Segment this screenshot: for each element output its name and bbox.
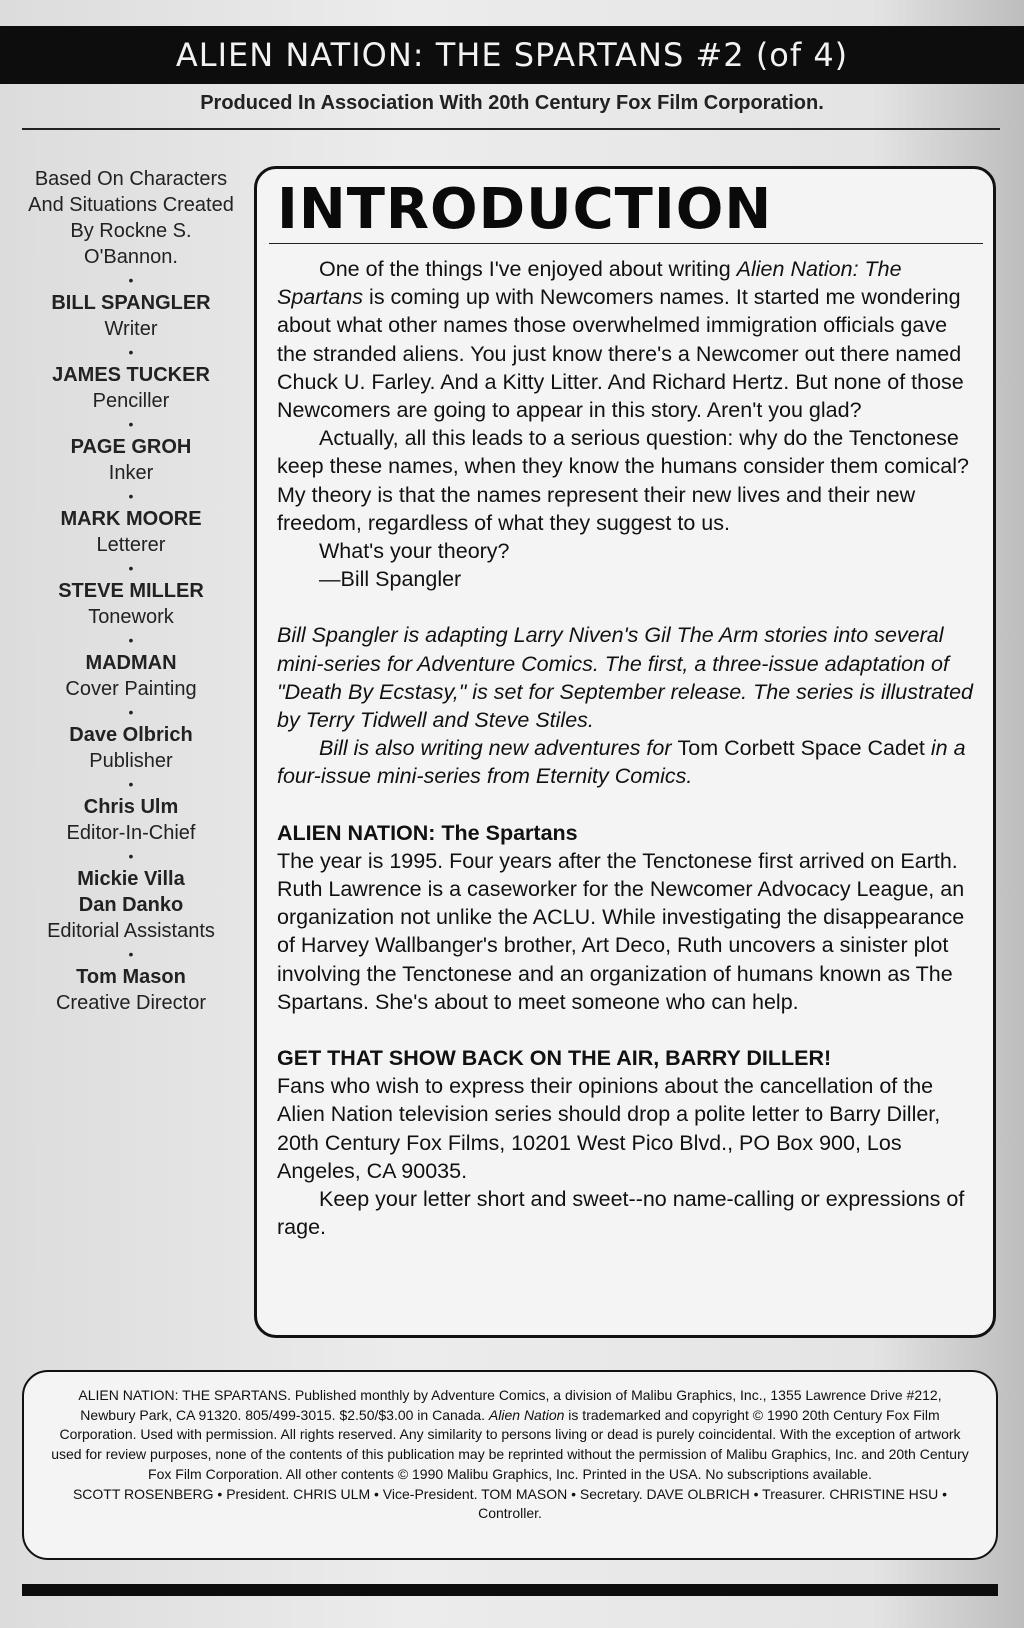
bio-text: in a four-issue mini-series from Eternity Comics.	[277, 736, 966, 789]
intro-question: What's your theory?	[319, 539, 510, 564]
story-subheading: ALIEN NATION: The Spartans	[277, 820, 578, 845]
text-run: is coming up with Newcomers names. It started me wondering about what other names those overwhelmed immigration officials gave the stranded aliens. You just know there's a Newcomer out there named Chuck U. Farley. And a Kitty Litter. And Richard Hertz. But none of those Newcomers are going to appear in this story. Aren't you glad?	[277, 285, 964, 423]
credit-role: Penciller	[92, 390, 170, 412]
separator-bullet: •	[128, 704, 134, 720]
spacer	[277, 791, 977, 819]
credit-role: Letterer	[96, 534, 166, 556]
credit-name: Tom Mason	[76, 966, 186, 988]
story-synopsis: The year is 1995. Four years after the Tenctonese first arrived on Earth. Ruth Lawrence is a caseworker for the Newcomer Advocacy League, an organization not unlike the ACLU. While investigating the disappearance of Harvey Wallbanger's brother, Art Deco, Ruth uncovers a sinister plot involving the Tenctonese and an organization of humans known as The Spartans. She's about to meet someone who can help.	[277, 848, 965, 1014]
credit-role: Tonework	[88, 606, 174, 628]
production-credit: Produced In Association With 20th Century Fox Film Corporation.	[200, 92, 824, 114]
bottom-divider	[22, 1584, 998, 1596]
credit-role: Creative Director	[55, 992, 207, 1014]
author-bio	[277, 734, 977, 790]
text-run: One of the things I've enjoyed about writing	[319, 257, 737, 281]
intro-paragraph: Actually, all this leads to a serious question: why do the Tenctonese keep these names, when they know the humans consider them comical? My theory is that the names represent their new lives and their new freedom, regardless of what they suggest to us.	[277, 426, 969, 535]
credit-role: Inker	[108, 462, 154, 484]
text-run: ALIEN NATION: THE SPARTANS. Published monthly by Adventure Comics, a division of Malibu Graphics, Inc., 1355 Lawrence Drive #212, Newbury Park, CA 91320. 805/499-3015. $2.50/$3.00 in Canada.	[78, 1387, 942, 1423]
credit-role: Writer	[104, 318, 158, 340]
bio-text: Bill Spangler is adapting Larry Niven's Gil The Arm stories into several mini-series for Adventure Comics. The first, a three-issue adaptation of "Death By Ecstasy," is set for September release. The series is illustrated by Terry Tidwell and Steve Stiles.	[277, 623, 973, 733]
spacer	[277, 593, 977, 621]
legal-text	[50, 1386, 970, 1485]
credit-name: BILL SPANGLER	[51, 292, 211, 314]
text-run: is trademarked and copyright © 1990 20th Century Fox Film Corporation. Used with permission. All rights reserved. Any similarity to persons living or dead is purely coincidental. With the exception of artwork used for review purposes, none of the contents of this publication may be reprinted without the permission of Malibu Graphics, Inc. and 20th Century Fox Film Corporation. All other contents © 1990 Malibu Graphics, Inc. Printed in the USA. No subscriptions available.	[51, 1406, 969, 1482]
legal-indicia	[22, 1370, 998, 1560]
issue-title: ALIEN NATION: THE SPARTANS #2 (of 4)	[0, 26, 1024, 84]
bio-text: Bill is also writing new adventures for	[319, 736, 678, 761]
intro-paragraph	[277, 255, 977, 424]
separator-bullet: •	[128, 848, 134, 864]
credit-name: Chris Ulm	[83, 796, 179, 818]
heading-underline	[269, 243, 983, 244]
credit-name: Dan Danko	[78, 894, 184, 916]
campaign-closing: Keep your letter short and sweet--no name-calling or expressions of rage.	[277, 1187, 965, 1240]
introduction-body	[277, 255, 977, 1242]
separator-bullet: •	[128, 488, 134, 504]
spacer	[277, 1016, 977, 1044]
separator-bullet: •	[128, 632, 134, 648]
credit-name: MADMAN	[85, 652, 177, 674]
credit-role: Publisher	[89, 750, 173, 772]
based-on-text: Based On Characters And Situations Created By Rockne S. O'Bannon.	[28, 168, 234, 268]
bio-title: Tom Corbett Space Cadet	[677, 736, 925, 761]
introduction-panel	[254, 166, 996, 1338]
separator-bullet: •	[128, 344, 134, 360]
credit-name: Dave Olbrich	[69, 724, 193, 746]
top-divider	[22, 128, 1000, 130]
credit-name: Mickie Villa	[77, 868, 185, 890]
campaign-text: Fans who wish to express their opinions about the cancellation of the Alien Nation television series should drop a polite letter to Barry Diller, 20th Century Fox Films, 10201 West Pico Blvd., PO Box 900, Los Angeles, CA 90035.	[277, 1074, 941, 1183]
separator-bullet: •	[128, 776, 134, 792]
author-signature: —Bill Spangler	[319, 567, 462, 592]
credit-name: MARK MOORE	[60, 508, 202, 530]
author-bio	[277, 621, 977, 734]
credit-role: Editorial Assistants	[47, 920, 215, 942]
credit-role: Cover Painting	[65, 678, 197, 700]
credit-name: PAGE GROH	[70, 436, 192, 458]
credit-role: Editor-In-Chief	[66, 822, 196, 844]
separator-bullet: •	[128, 272, 134, 288]
credit-name: STEVE MILLER	[58, 580, 204, 602]
credits-column	[22, 166, 240, 1016]
separator-bullet: •	[128, 416, 134, 432]
italic-title: Alien Nation: The Spartans	[277, 257, 902, 310]
introduction-heading: INTRODUCTION	[277, 177, 773, 242]
italic-title: Alien Nation	[488, 1406, 565, 1423]
officers-list: SCOTT ROSENBERG • President. CHRIS ULM • Vice-President. TOM MASON • Secretary. DAVE OLBRICH • Treasurer. CHRISTINE HSU • Controller.	[72, 1485, 948, 1522]
credit-name: JAMES TUCKER	[52, 364, 210, 386]
campaign-subheading: GET THAT SHOW BACK ON THE AIR, BARRY DILLER!	[277, 1046, 832, 1071]
separator-bullet: •	[128, 946, 134, 962]
separator-bullet: •	[128, 560, 134, 576]
